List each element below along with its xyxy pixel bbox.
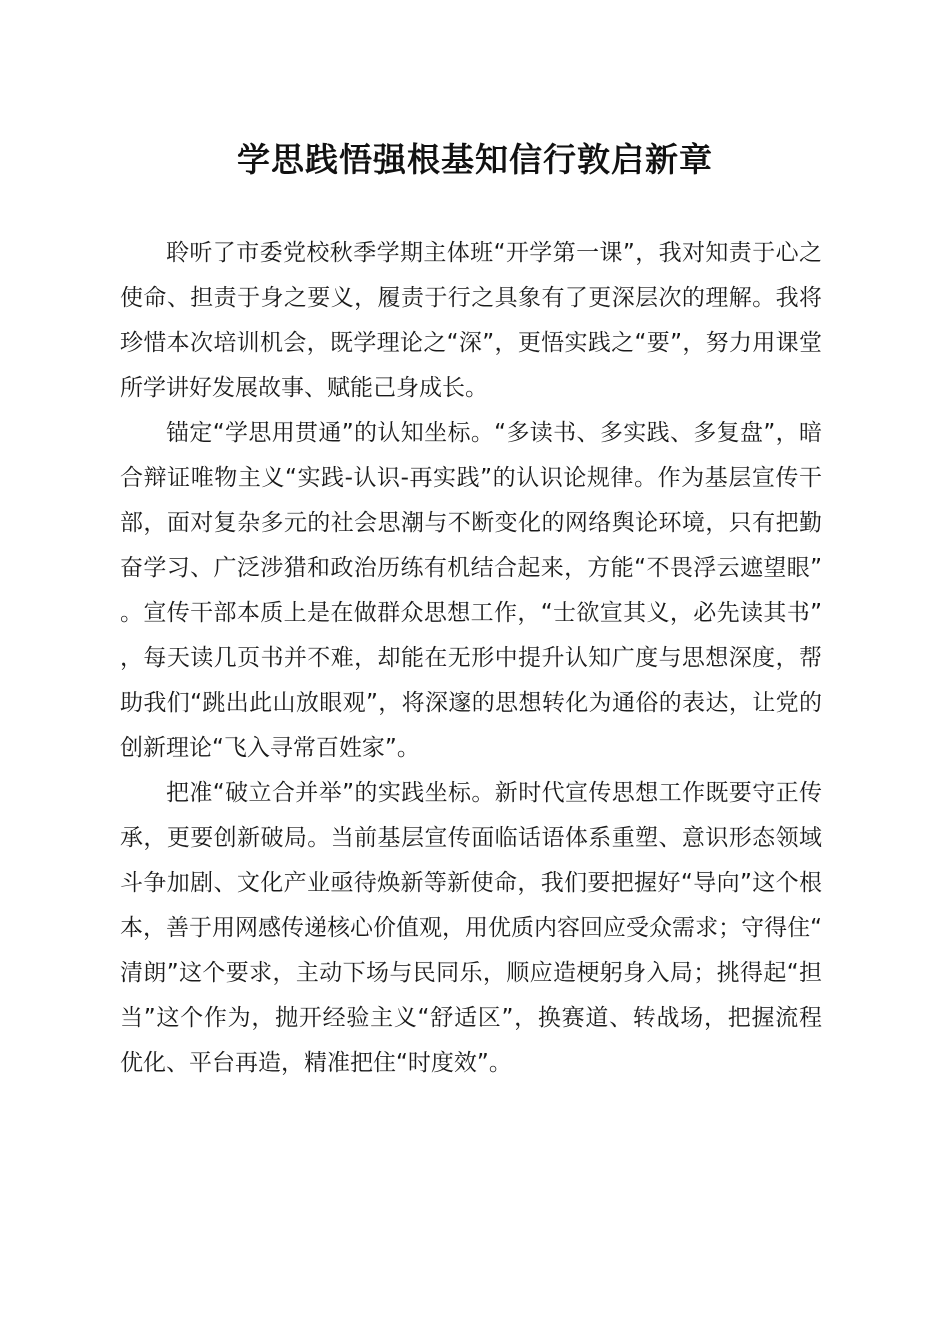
paragraph-intro: 聆听了市委党校秋季学期主体班“开学第一课”，我对知责于心之使命、担责于身之要义，履责于行之具象有了更深层次的理解。我将珍惜本次培训机会，既学理论之“深”，更悟实践之“要”，努力用课堂所学讲好发展故事、赋能己身成长。 <box>120 240 822 401</box>
paragraph-practice: 把准“破立合并举”的实践坐标。新时代宣传思想工作既要守正传承，更要创新破局。当前基层宣传面临话语体系重塑、意识形态领域斗争加剧、文化产业亟待焕新等新使命，我们要把握好“导向”这个根本，善于用网感传递核心价值观，用优质内容回应受众需求；守得住“清朗”这个要求，主动下场与民同乐，顺应造梗躬身入局；挑得起“担当”这个作为，抛开经验主义“舒适区”，换赛道、转战场，把握流程优化、平台再造，精准把住“时度效”。 <box>120 780 822 1076</box>
paragraph-cognition: 锚定“学思用贯通”的认知坐标。“多读书、多实践、多复盘”，暗合辩证唯物主义“实践-认识-再实践”的认识论规律。作为基层宣传干部，面对复杂多元的社会思潮与不断变化的网络舆论环境，只有把勤奋学习、广泛涉猎和政治历练有机结合起来，方能“不畏浮云遮望眼”。宣传干部本质上是在做群众思想工作，“士欲宣其义，必先读其书”，每天读几页书并不难，却能在无形中提升认知广度与思想深度，帮助我们“跳出此山放眼观”，将深邃的思想转化为通俗的表达，让党的创新理论“飞入寻常百姓家”。 <box>120 420 822 761</box>
document-body <box>120 231 822 1086</box>
document-title: 学思践悟强根基知信行敦启新章 <box>237 140 713 179</box>
